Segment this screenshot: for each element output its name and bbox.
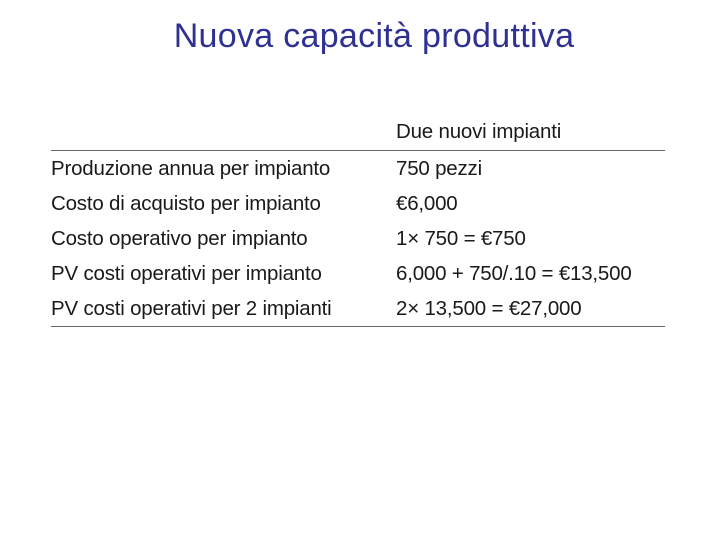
- table-row: [51, 151, 665, 187]
- table-row: [51, 186, 665, 221]
- row-value: 2× 13,500 = €27,000: [396, 291, 665, 327]
- row-label: Produzione annua per impianto: [51, 156, 331, 180]
- row-label: PV costi operativi per 2 impianti: [51, 291, 396, 327]
- capacity-table: [51, 114, 665, 327]
- table-row: [51, 291, 665, 327]
- data-table-container: [51, 114, 665, 327]
- table-row: [51, 221, 665, 256]
- row-value: 6,000 + 750/.10 = €13,500: [396, 261, 632, 285]
- row-label: PV costi operativi per impianto: [51, 261, 322, 285]
- table-row: [51, 256, 665, 291]
- row-value: 750 pezzi: [396, 156, 482, 180]
- row-value: 1× 750 = €750: [396, 226, 526, 250]
- row-value: €6,000: [396, 191, 458, 215]
- table-header-row: [51, 114, 665, 151]
- header-cell-label: [51, 114, 396, 151]
- row-label: Costo operativo per impianto: [51, 226, 308, 250]
- row-label: Costo di acquisto per impianto: [51, 191, 321, 215]
- header-cell-due-nuovi-impianti: Due nuovi impianti: [396, 114, 665, 151]
- slide-title: Nuova capacità produttiva: [173, 17, 575, 55]
